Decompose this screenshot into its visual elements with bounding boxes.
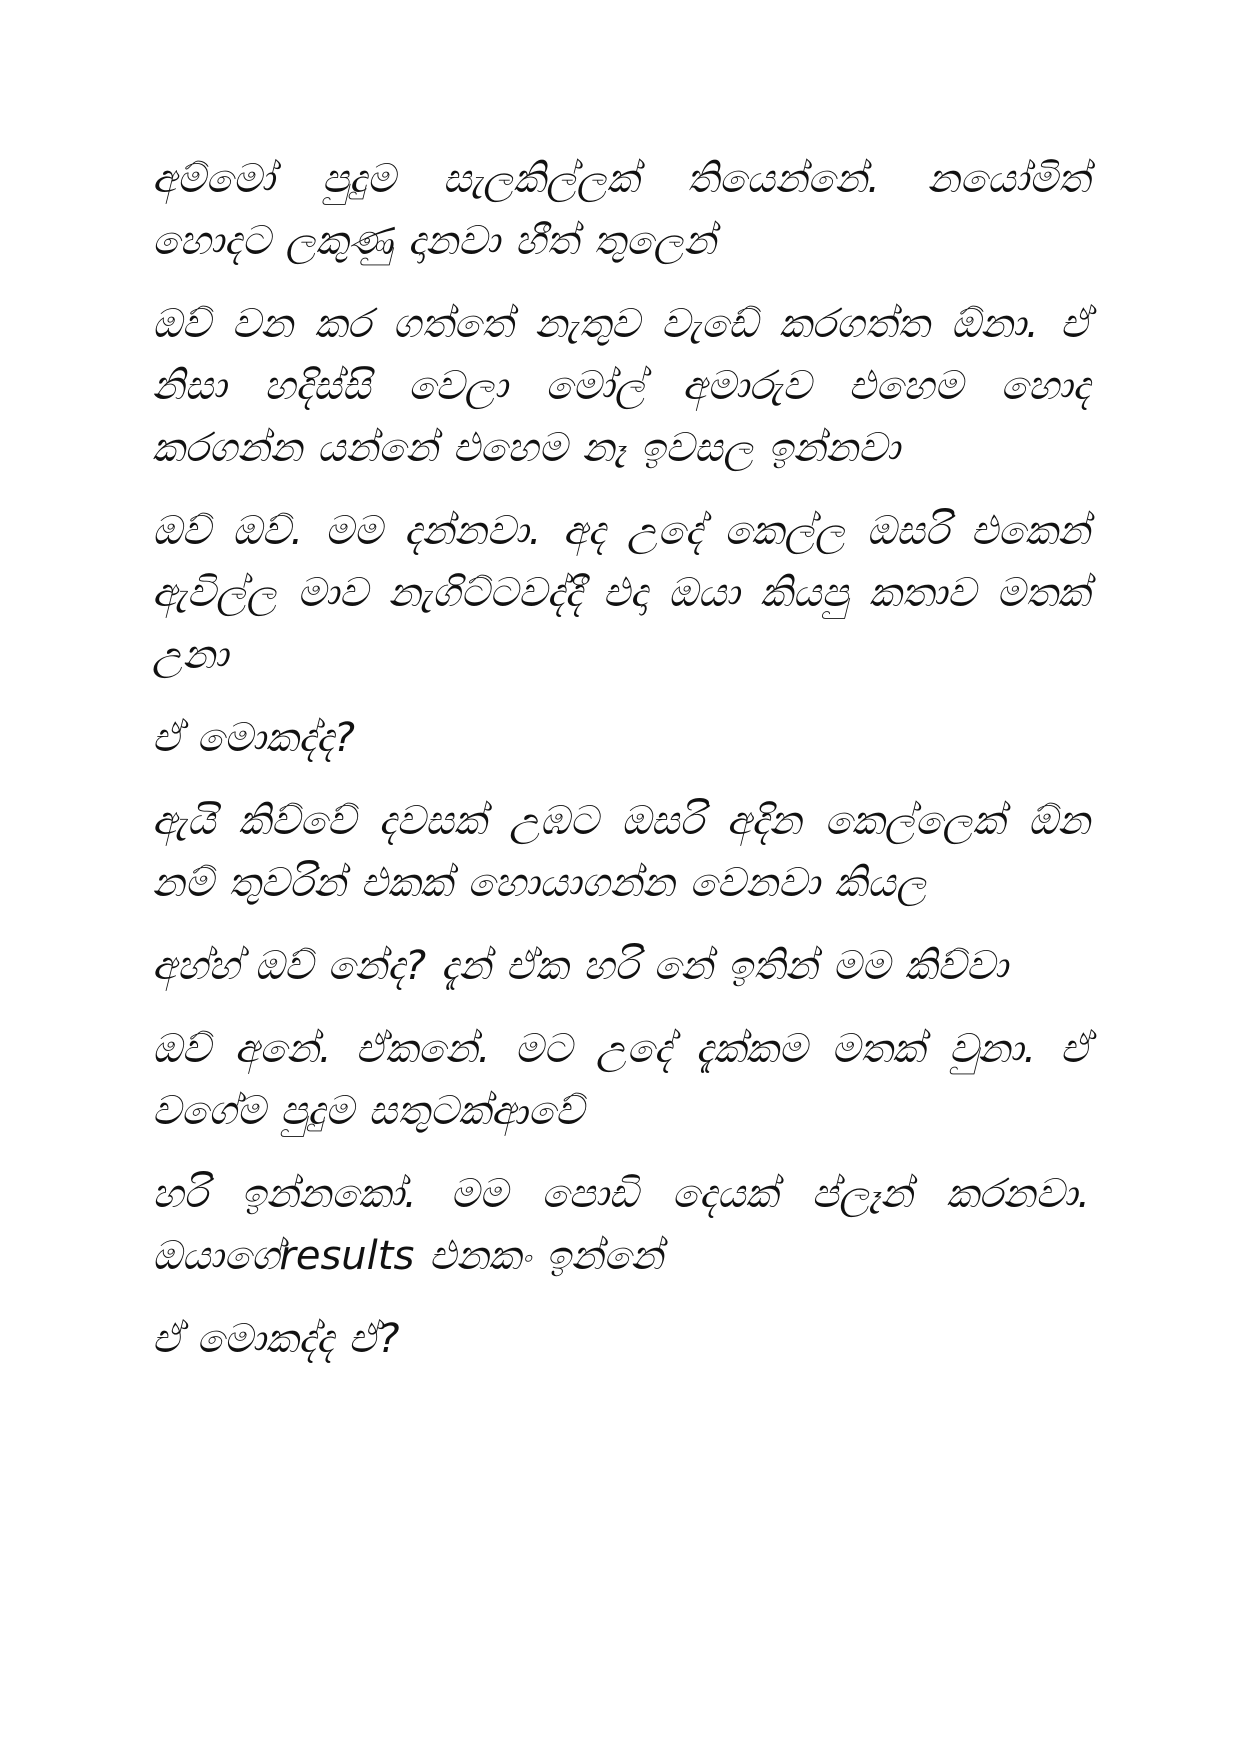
paragraph-3: ඔව් ඔව්. මම දන්නවා. අද උදේ කෙල්ල ඔසරි එකෙන් ඇවිල්ල මාව නැගිට්ටවද්දී එදා ඔයා කියපු කතාව මතක් උනා: [152, 508, 1090, 678]
paragraph-1: අම්මෝ පුදුම සැලකිල්ලක් තියෙන්නේ. නයෝමිත් හොදට ලකුණු දානවා හීත් තුලෙන්: [152, 156, 1090, 264]
paragraph-6: අහ්හ් ඔව් නේද? දැන් ඒක හරි නේ ඉතින් මම කිව්වා: [152, 943, 1008, 989]
paragraph-7: ඔව් අනේ. ඒකනේ. මට උදේ දැක්කම මතක් වුනා. ඒ වගේම පුදුම සතුටක්ආවේ: [152, 1026, 1090, 1134]
paragraph-4: ඒ මොකද්ද?: [152, 715, 355, 761]
paragraph-5: ඇයි කිව්වේ දවසක් උඹට ඔසරි අදින කෙල්ලෙක් ඕන නම් තුවරින් එකක් හොයාගන්න වෙනවා කියල: [152, 798, 1090, 906]
paragraph-9: ඒ මොකද්ද ඒ?: [152, 1316, 400, 1362]
paragraph-8: හරි ඉන්නකෝ. මම පොඩි දෙයක් ප්ලෑන් කරනවා. ඔයාගේresults එනකං ඉන්නේ: [152, 1171, 1090, 1279]
paragraph-2: ඔව් වන කර ගත්තේ නැතුව වැඩේ කරගත්ත ඕනා. ඒ නිසා හදිස්සි වෙලා මෝල් අමාරුව එහෙම හොද කරගන්න යන්නේ එහෙම නෑ ඉවසල ඉන්නවා: [152, 301, 1090, 471]
